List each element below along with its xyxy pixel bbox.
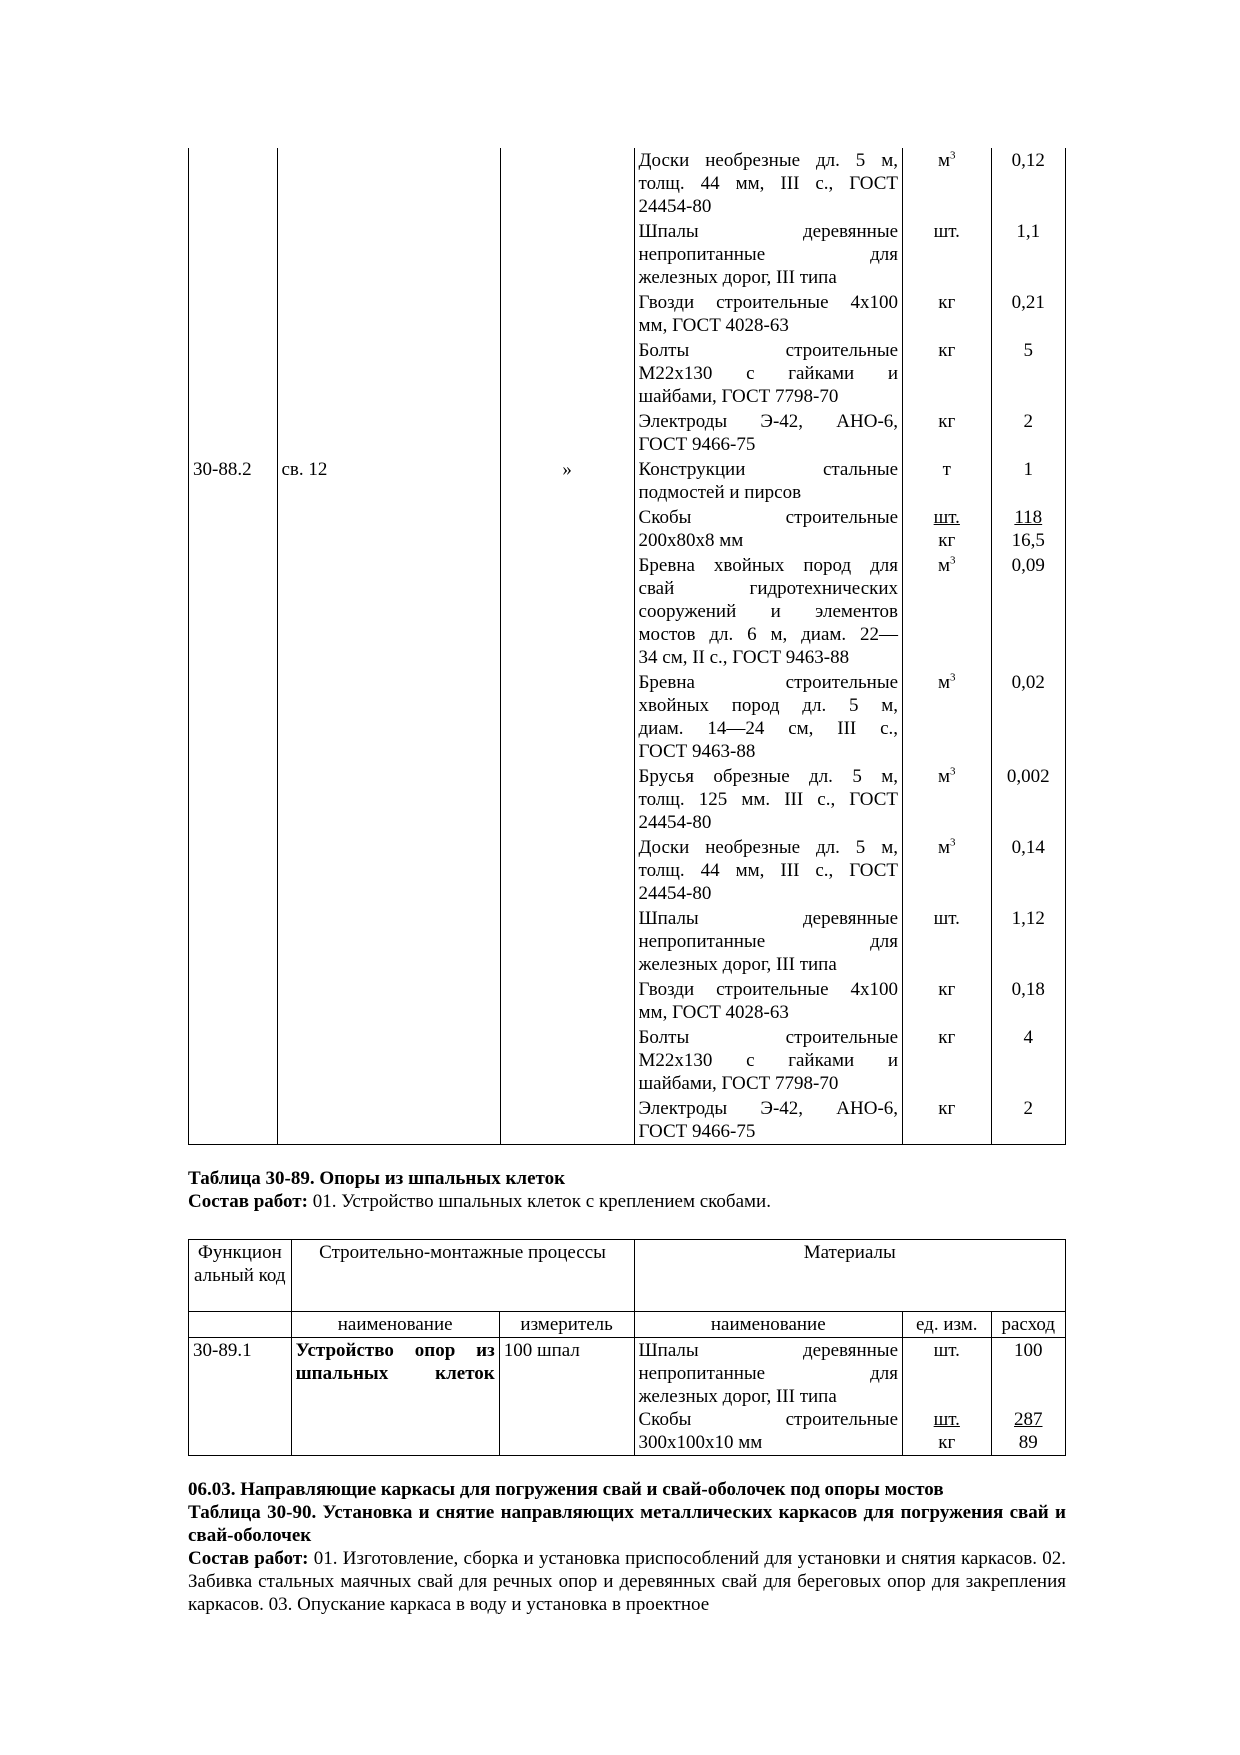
row-material (634, 977, 903, 1025)
table-row (189, 553, 1066, 670)
row-unit (500, 977, 634, 1025)
row-unit (500, 148, 634, 219)
row-material (634, 906, 903, 977)
row-unit (500, 290, 634, 338)
row-material-value: 0,14 (991, 835, 1065, 906)
table-row (189, 1025, 1066, 1096)
row-values: 100 287 89 (991, 1338, 1065, 1456)
row-material-value: 0,18 (991, 977, 1065, 1025)
row-unit: » (500, 457, 634, 505)
row-units: шт. шт. кг (903, 1338, 992, 1456)
row-material-unit: $м^3$ (903, 670, 992, 764)
row-unit (500, 1025, 634, 1096)
table-row (189, 148, 1066, 219)
row-material-unit: кг (903, 977, 992, 1025)
row-material-unit: кг (903, 1025, 992, 1096)
row-material-unit: шт. кг (903, 505, 992, 553)
row-code (189, 835, 278, 906)
material-name: Шпалы деревянные непропитанные для железных дорог, III типа (638, 908, 899, 975)
composition-paragraph (188, 1547, 1066, 1616)
row-material-unit: $м^3$ (903, 553, 992, 670)
row-material-unit: кг (903, 1096, 992, 1145)
material-name: Доски необрезные дл. 5 м, толщ. 44 мм, III с., ГОСТ 24454-80 (638, 150, 899, 217)
row-unit (500, 1096, 634, 1145)
row-code (189, 1096, 278, 1145)
row-material-value: 2 (991, 409, 1065, 457)
composition-label: Состав работ: (188, 1191, 308, 1212)
row-unit (500, 835, 634, 906)
composition-text-2: 01. Изготовление, сборка и установка приспособлений для установки и снятия каркасов. 02. Забивка стальных маячных свай для речных опор и деревянных свай для береговых опор для закрепления каркасов. 03. Опускание каркаса в воду и установка в проектное (188, 1548, 1066, 1615)
table-row (189, 1096, 1066, 1145)
row-material (634, 505, 903, 553)
table-row (189, 670, 1066, 764)
row-name (277, 670, 500, 764)
table-30-89-title: Таблица 30-89. Опоры из шпальных клеток (188, 1168, 566, 1189)
row-material-value: 0,12 (991, 148, 1065, 219)
row-material-value: 0,02 (991, 670, 1065, 764)
row-material-value: 1,12 (991, 906, 1065, 977)
row-material-value: 5 (991, 338, 1065, 409)
row-name (277, 1096, 500, 1145)
row-material (634, 148, 903, 219)
composition-text: 01. Устройство шпальных клеток с креплением скобами. (307, 1191, 771, 1212)
document-page (188, 148, 1066, 1616)
table-row (189, 1338, 1066, 1456)
row-material (634, 409, 903, 457)
row-material (634, 338, 903, 409)
table-row (189, 906, 1066, 977)
row-code (189, 148, 278, 219)
row-unit (500, 505, 634, 553)
row-name (277, 906, 500, 977)
row-unit (500, 906, 634, 977)
row-material (634, 553, 903, 670)
row-material-unit: $м^3$ (903, 148, 992, 219)
row-code (189, 906, 278, 977)
table-row (189, 977, 1066, 1025)
material-name: Брусья обрезные дл. 5 м, толщ. 125 мм. III с., ГОСТ 24454-80 (638, 766, 899, 833)
row-material-value: 2 (991, 1096, 1065, 1145)
row-code (189, 1025, 278, 1096)
row-material (634, 457, 903, 505)
row-material-value: 1,1 (991, 219, 1065, 290)
header-material-name: наименование (634, 1312, 903, 1338)
row-name (277, 835, 500, 906)
row-material-value: 1 (991, 457, 1065, 505)
table-row (189, 409, 1066, 457)
table-row (189, 457, 1066, 505)
materials-table-30-88 (188, 148, 1066, 1145)
row-material-unit: кг (903, 409, 992, 457)
header-unit: ед. изм. (903, 1312, 992, 1338)
row-code (189, 505, 278, 553)
row-code (189, 338, 278, 409)
row-material-value: 4 (991, 1025, 1065, 1096)
row-code (189, 409, 278, 457)
row-material (634, 1025, 903, 1096)
row-name (277, 553, 500, 670)
table-row (189, 835, 1066, 906)
row-material-unit: $м^3$ (903, 835, 992, 906)
row-name: Устройство опор из шпальных клеток (291, 1338, 499, 1456)
material-name: Скобы строительные 200х80х8 мм (638, 507, 899, 551)
row-name (277, 409, 500, 457)
section-06-03 (188, 1478, 1066, 1616)
table-row (189, 290, 1066, 338)
row-code (189, 290, 278, 338)
header-consumption: расход (991, 1312, 1065, 1338)
row-material-unit: т (903, 457, 992, 505)
row-material (634, 764, 903, 835)
table-row (189, 764, 1066, 835)
row-name: св. 12 (277, 457, 500, 505)
row-material-unit: кг (903, 290, 992, 338)
material-name: Бревна хвойных пород для свай гидротехнических сооружений и элементов мостов дл. 6 м, диам. 22— 34 см, II с., ГОСТ 9463-88 (638, 555, 899, 668)
material-name: Бревна строительные хвойных пород дл. 5 м, диам. 14—24 см, III с., ГОСТ 9463-88 (638, 672, 899, 762)
row-material (634, 290, 903, 338)
row-material-unit: шт. (903, 906, 992, 977)
table-30-90-title: Таблица 30-90. Установка и снятие направляющих металлических каркасов для погружения свай и свай-оболочек (188, 1502, 1066, 1546)
row-material-unit: кг (903, 338, 992, 409)
row-code: 30-89.1 (189, 1338, 292, 1456)
row-material-unit: $м^3$ (903, 764, 992, 835)
row-material-value: 0,21 (991, 290, 1065, 338)
row-code (189, 670, 278, 764)
material-name: Электроды Э-42, АНО-6, ГОСТ 9466-75 (638, 411, 899, 455)
header-meter: измеритель (499, 1312, 634, 1338)
materials-table-30-89 (188, 1239, 1066, 1456)
table-row (189, 338, 1066, 409)
row-material-unit: шт. (903, 219, 992, 290)
material-name: Гвозди строительные 4х100 мм, ГОСТ 4028-63 (638, 979, 899, 1023)
header-materials: Материалы (634, 1240, 1066, 1312)
row-name (277, 505, 500, 553)
material-name: Конструкции стальные подмостей и пирсов (638, 459, 899, 503)
material-name: Гвозди строительные 4х100 мм, ГОСТ 4028-63 (638, 292, 899, 336)
row-unit (500, 219, 634, 290)
material-name: Шпалы деревянные непропитанные для железных дорог, III типа (638, 221, 899, 288)
row-unit (500, 764, 634, 835)
row-name (277, 219, 500, 290)
row-material (634, 835, 903, 906)
table-row (189, 505, 1066, 553)
row-material (634, 219, 903, 290)
material-name: Шпалы деревянные непропитанные для железных дорог, III типа (638, 1340, 899, 1407)
row-material-value: 118 16,5 (991, 505, 1065, 553)
section-heading: 06.03. Направляющие каркасы для погружения свай и свай-оболочек под опоры мостов (188, 1479, 944, 1500)
row-material-value: 0,002 (991, 764, 1065, 835)
row-name (277, 977, 500, 1025)
material-name: Болты строительные М22х130 с гайками и шайбами, ГОСТ 7798-70 (638, 1027, 899, 1094)
row-materials (634, 1338, 903, 1456)
row-name (277, 1025, 500, 1096)
material-name: Болты строительные М22х130 с гайками и шайбами, ГОСТ 7798-70 (638, 340, 899, 407)
material-name: Доски необрезные дл. 5 м, толщ. 44 мм, III с., ГОСТ 24454-80 (638, 837, 899, 904)
row-unit (500, 670, 634, 764)
row-material (634, 1096, 903, 1145)
row-meter: 100 шпал (499, 1338, 634, 1456)
row-name (277, 148, 500, 219)
row-unit (500, 338, 634, 409)
table-row (189, 219, 1066, 290)
row-name (277, 764, 500, 835)
row-name (277, 290, 500, 338)
row-code (189, 553, 278, 670)
material-name: Электроды Э-42, АНО-6, ГОСТ 9466-75 (638, 1098, 899, 1142)
header-code: Функцион альный код (189, 1240, 292, 1312)
row-material-value: 0,09 (991, 553, 1065, 670)
row-code: 30-88.2 (189, 457, 278, 505)
row-unit (500, 409, 634, 457)
header-empty (189, 1312, 292, 1338)
row-code (189, 764, 278, 835)
table-30-89-caption (188, 1167, 1066, 1213)
composition-label-2: Состав работ: (188, 1548, 309, 1569)
header-processes: Строительно-монтажные процессы (291, 1240, 634, 1312)
row-code (189, 977, 278, 1025)
row-name (277, 338, 500, 409)
row-material (634, 670, 903, 764)
material-name: Скобы строительные 300х100х10 мм (638, 1409, 899, 1453)
header-name: наименование (291, 1312, 499, 1338)
row-unit (500, 553, 634, 670)
row-code (189, 219, 278, 290)
